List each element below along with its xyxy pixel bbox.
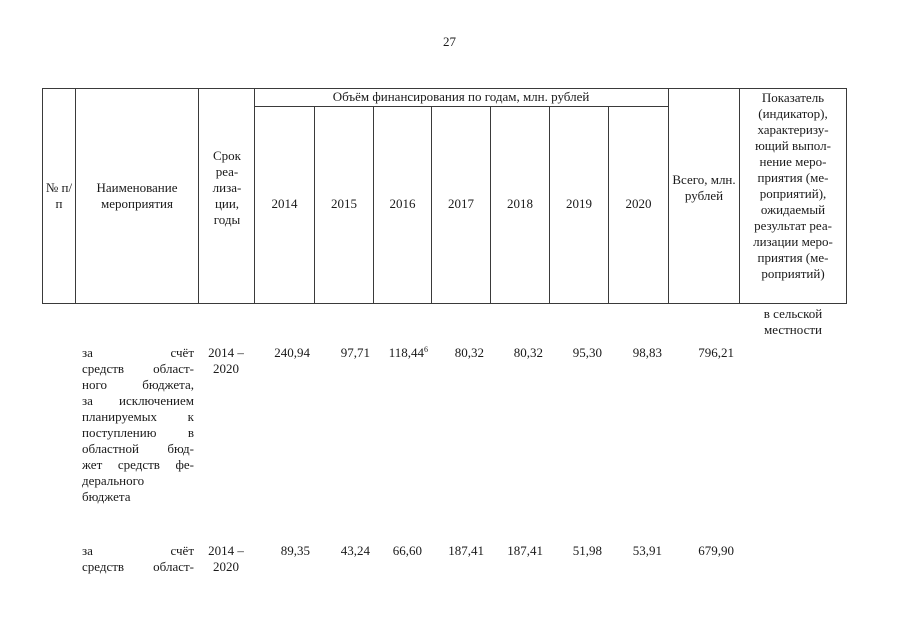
name-line: планируемых к <box>82 409 194 424</box>
page-number: 27 <box>443 34 456 49</box>
name-line: жет средств фе- <box>82 457 194 472</box>
name-line: средств област- <box>82 559 194 574</box>
name-line: бюджета <box>82 489 131 504</box>
value-2015: 97,71 <box>340 345 370 360</box>
term-line: 2020 <box>213 361 239 376</box>
name-line: областной бюд- <box>82 441 194 456</box>
value-2019: 51,98 <box>572 543 602 558</box>
value-2018: 187,41 <box>507 543 543 558</box>
name-line: дерального <box>82 473 145 488</box>
name-line: за счёт <box>82 345 194 360</box>
header-year: 2019 <box>566 196 592 211</box>
value-2016: 66,60 <box>392 543 422 558</box>
value-2019: 95,30 <box>572 345 602 360</box>
value-2016 <box>368 345 428 361</box>
value-2020: 98,83 <box>632 345 662 360</box>
header-indicator: Показатель (индикатор), характеризу-ющий выпол-нение меро-приятия (ме-роприятий), ожидаемый результат реа-лизации меро-приятия (ме-роприятий) <box>753 90 833 281</box>
header-year: 2018 <box>507 196 533 211</box>
value-2020: 53,91 <box>632 543 662 558</box>
value-2014: 240,94 <box>274 345 310 360</box>
header-funding: Объём финансирования по годам, млн. рублей <box>332 89 590 104</box>
row-name <box>82 543 194 575</box>
col-border <box>668 88 669 304</box>
header-term: Срок реа-лиза-ции, годы <box>212 148 242 227</box>
years-divider <box>254 106 668 107</box>
term-line: 2014 – <box>208 543 244 558</box>
footnote-mark: 6 <box>424 345 428 354</box>
value-2017: 187,41 <box>448 543 484 558</box>
value-text: 118,44 <box>388 345 424 360</box>
table-header <box>42 88 847 304</box>
col-border <box>42 88 43 304</box>
value-2014: 89,35 <box>280 543 310 558</box>
value-2015: 43,24 <box>340 543 370 558</box>
header-year: 2020 <box>625 196 652 211</box>
header-year: 2016 <box>389 196 416 211</box>
header-total: Всего, млн. рублей <box>672 172 736 203</box>
row-name <box>82 345 194 505</box>
name-line: средств област- <box>82 361 194 376</box>
term-line: 2020 <box>213 559 239 574</box>
col-border <box>846 88 847 304</box>
header-year: 2015 <box>331 196 357 211</box>
col-border <box>198 88 199 304</box>
header-name: Наименование мероприятия <box>96 180 178 211</box>
header-num: № п/п <box>45 180 73 211</box>
indicator-continuation: в сельской местности <box>763 306 823 337</box>
row-term <box>200 543 252 575</box>
name-line: поступлению в <box>82 425 194 440</box>
value-2017: 80,32 <box>454 345 484 360</box>
value-2018: 80,32 <box>513 345 543 360</box>
row-term <box>200 345 252 377</box>
col-border <box>75 88 76 304</box>
col-border <box>739 88 740 304</box>
value-total: 796,21 <box>698 345 734 360</box>
header-year: 2017 <box>448 196 474 211</box>
header-year: 2014 <box>271 196 298 211</box>
name-line: ного бюджета, <box>82 377 194 392</box>
name-line: за счёт <box>82 543 194 558</box>
value-total: 679,90 <box>698 543 734 558</box>
name-line: за исключением <box>82 393 194 408</box>
header-bottom-border <box>42 303 847 304</box>
term-line: 2014 – <box>208 345 244 360</box>
